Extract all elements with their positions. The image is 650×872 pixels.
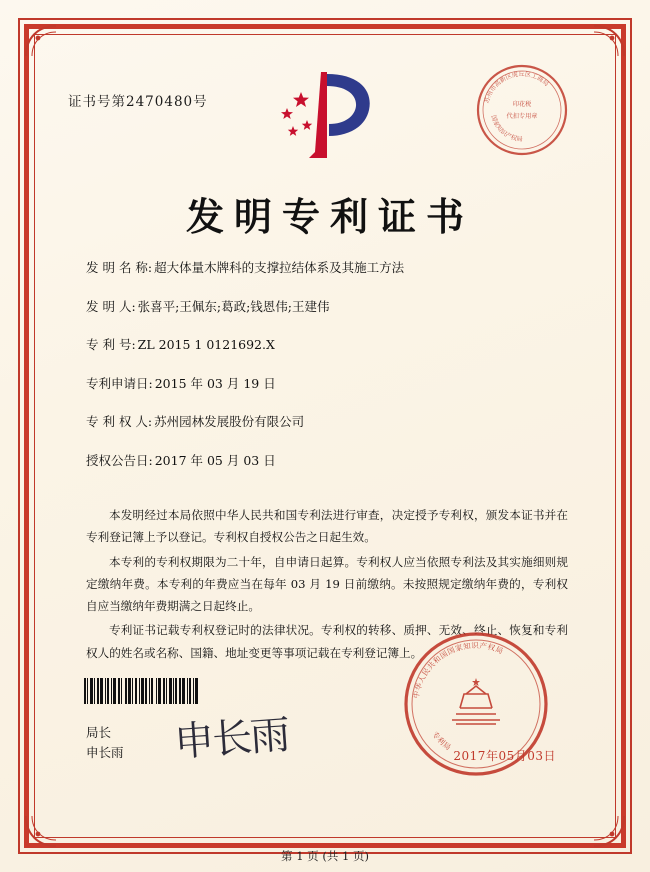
signature-name: 申长雨 xyxy=(86,744,124,760)
svg-text:苏州市高新区虎丘区工商局: 苏州市高新区虎丘区工商局 xyxy=(483,70,550,105)
field-label: 专利申请日: xyxy=(86,375,153,391)
field-inventors xyxy=(86,297,574,315)
tax-stamp-seal xyxy=(474,62,570,158)
page-footer: 第 1 页 (共 1 页) xyxy=(281,849,369,863)
field-value: ZL 2015 1 0121692.X xyxy=(137,337,275,352)
field-label: 专 利 号: xyxy=(86,337,136,352)
signature-block xyxy=(86,723,124,762)
field-value: 苏州园林发展股份有限公司 xyxy=(154,414,305,429)
field-patentee xyxy=(86,412,574,430)
paragraph: 专利证书记载专利权登记时的法律状况。专利权的转移、质押、无效、终止、恢复和专利权人的姓名或名称、国籍、地址变更等事项记载在专利登记簿上。 xyxy=(86,623,568,660)
seal-date: 2017年05月03日 xyxy=(453,749,556,763)
certificate-number: 证书号第2470480号 xyxy=(68,94,208,110)
handwritten-signature: 申长雨 xyxy=(172,712,290,766)
barcode xyxy=(84,678,252,704)
field-label: 专 利 权 人: xyxy=(86,414,153,429)
paragraph: 本专利的专利权期限为二十年，自申请日起算。专利权人应当依照专利法及其实施细则规定缴纳年费。本专利的年费应当在每年 03 月 19 日前缴纳。未按照规定缴纳年费的，专利权自应当缴纳年费期满之日起终止。 xyxy=(86,554,568,613)
field-value: 2015 年 03 月 19 日 xyxy=(154,375,276,391)
field-value: 2017 年 05 月 03 日 xyxy=(154,452,276,468)
certificate-content xyxy=(46,46,604,826)
field-list xyxy=(86,258,574,489)
svg-text:代扣专用章: 代扣专用章 xyxy=(506,113,538,120)
svg-text:专利局: 专利局 xyxy=(430,729,453,753)
paragraph: 本发明经过本局依照中华人民共和国专利法进行审查，决定授予专利权，颁发本证书并在专利登记簿上予以登记。专利权自授权公告之日起生效。 xyxy=(86,508,568,545)
field-label: 发 明 名 称: xyxy=(86,260,153,275)
svg-text:国家知识产权局: 国家知识产权局 xyxy=(489,114,523,144)
signature-role: 局长 xyxy=(86,725,112,741)
svg-text:中华人民共和国国家知识产权局: 中华人民共和国国家知识产权局 xyxy=(411,640,505,700)
field-invention-name xyxy=(86,258,574,276)
page-title: 发明专利证书 xyxy=(185,194,474,239)
field-application-date xyxy=(86,374,574,392)
svg-text:印花税: 印花税 xyxy=(512,101,532,108)
field-value: 超大体量木牌科的支撑拉结体系及其施工方法 xyxy=(154,260,405,275)
field-label: 授权公告日: xyxy=(86,452,153,468)
field-label: 发 明 人: xyxy=(86,298,136,314)
field-patent-number xyxy=(86,335,574,353)
field-grant-date xyxy=(86,451,574,469)
field-value: 张喜平;王佩东;葛政;钱恩伟;王建伟 xyxy=(137,298,330,314)
cnipa-emblem-icon xyxy=(265,66,385,166)
